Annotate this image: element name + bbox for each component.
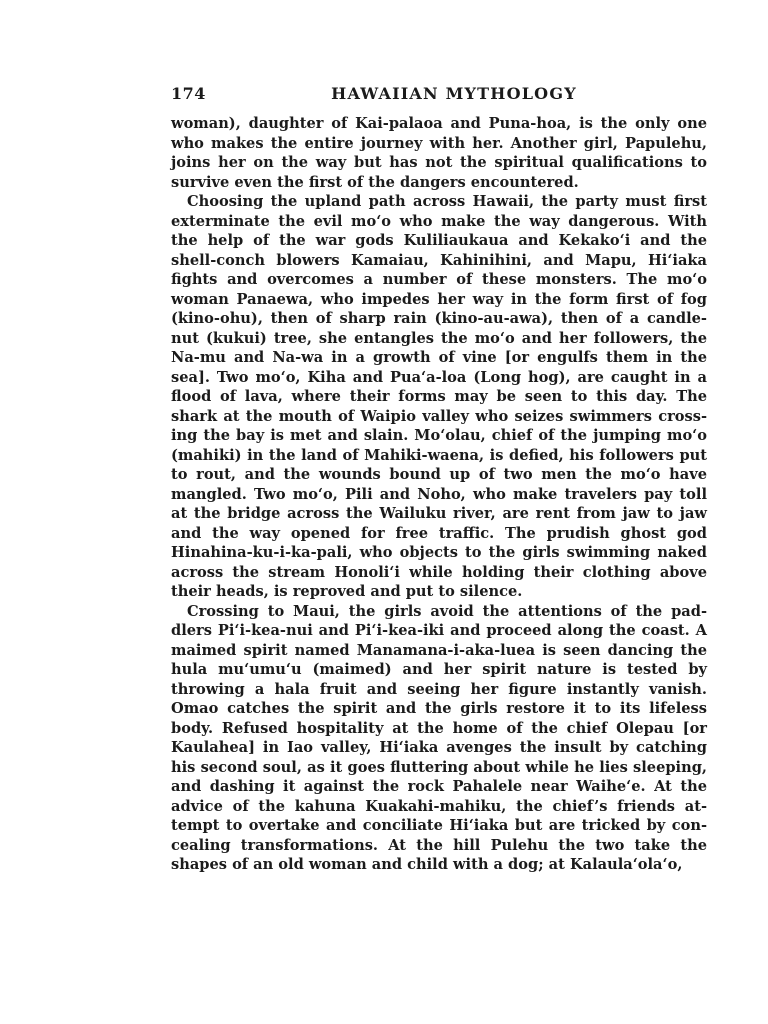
paragraph-3: Crossing to Maui, the girls avoid the attentions of the pad-dlers Pi‘i-kea-nui and Pi‘i-kea-iki and proceed along the coast. A maimed spirit named Manamana-i-aka-luea is seen dancing the hula mu‘umu‘u (maimed) and her spirit nature is tested by throwing a hala fruit and seeing her figure instantly vanish. Omao catches the spirit and the girls restore it to its lifeless body. Refused hospitality at the home of the chief Olepau [or Kaulahea] in Iao valley, Hi‘iaka avenges the insult by catching his second soul, as it goes fluttering about while he lies sleeping, and dashing it against the rock Pahalele near Waihe‘e. At the advice of the kahuna Kuakahi-mahiku, the chief’s friends at-tempt to overtake and conciliate Hi‘iaka but are tricked by con-cealing transformations. At the hill Pulehu the two take the shapes of an old woman and child with a dog; at Kalaula‘ola‘o, — [171, 602, 707, 873]
page-number: 174 — [171, 84, 206, 103]
body-text — [171, 114, 707, 875]
paragraph-1: woman), daughter of Kai-palaoa and Puna-hoa, is the only one who makes the entire journey with her. Another girl, Papulehu, joins her on the way but has not the spiritual qualifications to survive even the first of the dangers encountered. — [171, 115, 707, 191]
page-header — [171, 84, 707, 110]
paragraph-2: Choosing the upland path across Hawaii, the party must first exterminate the evil mo‘o who make the way dangerous. With the help of the war gods Kuliliaukaua and Kekako‘i and the shell-conch blowers Kamaiau, Kahinihini, and Mapu, Hi‘iaka fights and overcomes a number of these monsters. The mo‘o woman Panaewa, who impedes her way in the form first of fog (kino-ohu), then of sharp rain (kino-au-awa), then of a candle-nut (kukui) tree, she entangles the mo‘o and her followers, the Na-mu and Na-wa in a growth of vine [or engulfs them in the sea]. Two mo‘o, Kiha and Pua‘a-loa (Long hog), are caught in a flood of lava, where their forms may be seen to this day. The shark at the mouth of Waipio valley who seizes swimmers cross-ing the bay is met and slain. Mo‘olau, chief of the jumping mo‘o (mahiki) in the land of Mahiki-waena, is defied, his followers put to rout, and the wounds bound up of two men the mo‘o have mangled. Two mo‘o, Pili and Noho, who make travelers pay toll at the bridge across the Wailuku river, are rent from jaw to jaw and the way opened for free traffic. The prudish ghost god Hinahina-ku-i-ka-pali, who objects to the girls swimming naked across the stream Honoli‘i while holding their clothing above their heads, is reproved and put to silence. — [171, 193, 707, 600]
running-head: HAWAIIAN MYTHOLOGY — [331, 84, 577, 103]
book-page — [171, 84, 707, 875]
